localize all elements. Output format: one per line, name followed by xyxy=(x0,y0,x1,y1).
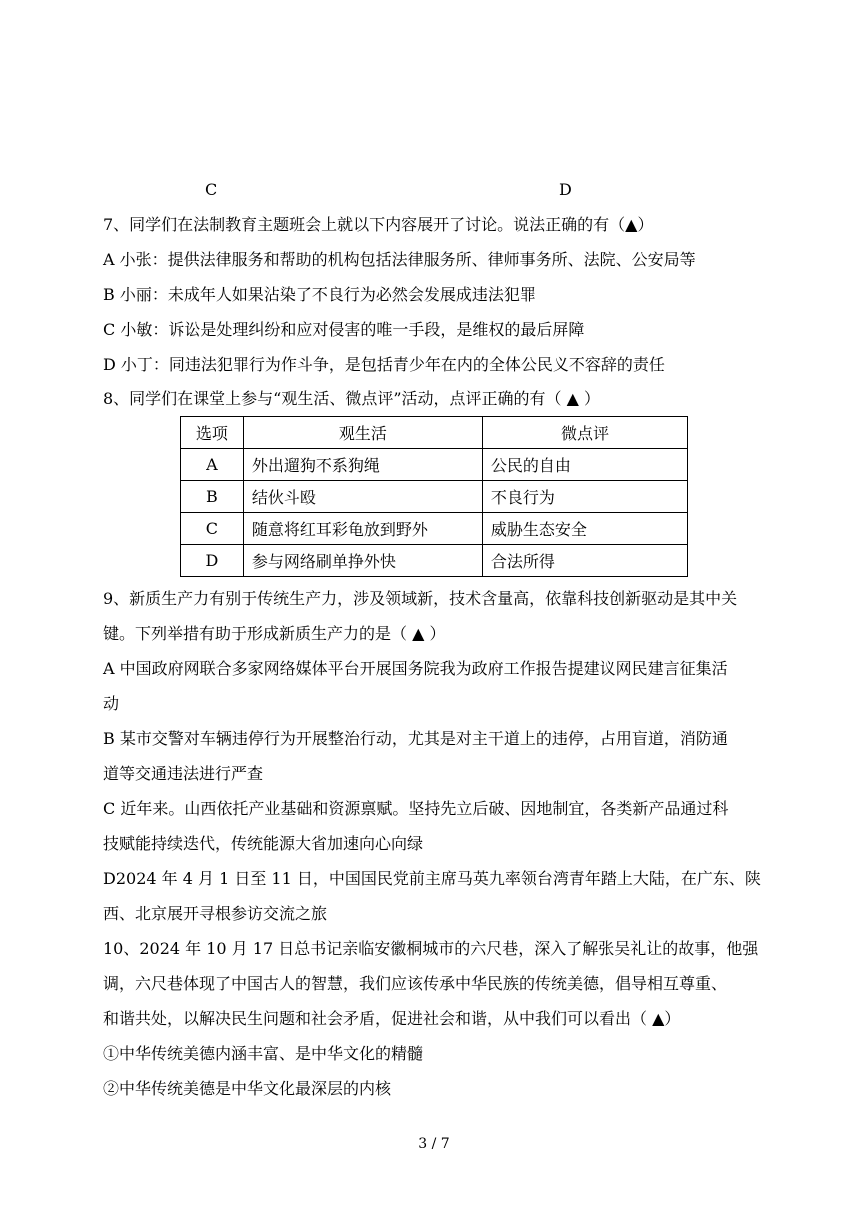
q9-stem-line-2: 键。下列举措有助于形成新质生产力的是（ ▲ ） xyxy=(103,624,446,643)
q9-option-a-line-1: A 中国政府网联合多家网络媒体平台开展国务院我为政府工作报告提建议网民建言征集活 xyxy=(103,659,728,678)
q10-stem-line-2: 调，六尺巷体现了中国古人的智慧，我们应该传承中华民族的传统美德，倡导相互尊重、 xyxy=(103,974,728,993)
row-life: 参与网络刷单挣外快 xyxy=(243,545,482,577)
q10-item-1: ①中华传统美德内涵丰富、是中华文化的精髓 xyxy=(103,1044,424,1063)
q7-stem: 7、同学们在法制教育主题班会上就以下内容展开了讨论。说法正确的有（▲） xyxy=(103,215,654,234)
table-row xyxy=(181,513,688,545)
q9-stem-line-1: 9、新质生产力有别于传统生产力，涉及领域新，技术含量高，依靠科技创新驱动是其中关 xyxy=(103,589,738,608)
option-c-label: C xyxy=(205,180,218,199)
row-life: 随意将红耳彩龟放到野外 xyxy=(243,513,482,545)
table-row xyxy=(181,449,688,481)
q7-option-a: A 小张：提供法律服务和帮助的机构包括法律服务所、律师事务所、法院、公安局等 xyxy=(103,250,696,269)
q7-option-c: C 小敏：诉讼是处理纠纷和应对侵害的唯一手段，是维权的最后屏障 xyxy=(103,320,585,339)
q10-item-2: ②中华传统美德是中华文化最深层的内核 xyxy=(103,1079,392,1098)
q8-table xyxy=(180,416,688,577)
q9-option-a-line-2: 动 xyxy=(103,694,120,713)
q9-option-d-line-1: D2024 年 4 月 1 日至 11 日，中国国民党前主席马英九率领台湾青年踏上大陆，在广东、陕 xyxy=(103,869,761,888)
table-row xyxy=(181,545,688,577)
row-option: B xyxy=(181,481,244,513)
row-option: A xyxy=(181,449,244,481)
row-comment: 合法所得 xyxy=(482,545,687,577)
option-d-label: D xyxy=(559,180,572,199)
q8-stem: 8、同学们在课堂上参与“观生活、微点评”活动，点评正确的有（ ▲ ） xyxy=(103,389,601,408)
row-option: C xyxy=(181,513,244,545)
q9-option-c-line-2: 技赋能持续迭代，传统能源大省加速向心向绿 xyxy=(103,834,424,853)
q9-option-c-line-1: C 近年来。山西依托产业基础和资源禀赋。坚持先立后破、因地制宜，各类新产品通过科 xyxy=(103,799,729,818)
q10-stem-line-1: 10、2024 年 10 月 17 日总书记亲临安徽桐城市的六尺巷，深入了解张吴礼让的故事，他强 xyxy=(103,939,759,958)
table-row xyxy=(181,481,688,513)
row-option: D xyxy=(181,545,244,577)
q9-option-b-line-2: 道等交通违法进行严查 xyxy=(103,764,264,783)
q7-option-b: B 小丽：未成年人如果沾染了不良行为必然会发展成违法犯罪 xyxy=(103,285,536,304)
header-micro-comment: 微点评 xyxy=(482,417,687,449)
page-number: 3 / 7 xyxy=(418,1136,450,1152)
header-observe-life: 观生活 xyxy=(243,417,482,449)
q10-stem-line-3: 和谐共处，以解决民生问题和社会矛盾，促进社会和谐，从中我们可以看出（ ▲） xyxy=(103,1009,681,1028)
table-header-row xyxy=(181,417,688,449)
row-life: 外出遛狗不系狗绳 xyxy=(243,449,482,481)
header-option: 选项 xyxy=(181,417,244,449)
row-comment: 威胁生态安全 xyxy=(482,513,687,545)
row-comment: 公民的自由 xyxy=(482,449,687,481)
row-life: 结伙斗殴 xyxy=(243,481,482,513)
row-comment: 不良行为 xyxy=(482,481,687,513)
q9-option-d-line-2: 西、北京展开寻根参访交流之旅 xyxy=(103,904,328,923)
q7-option-d: D 小丁：同违法犯罪行为作斗争，是包括青少年在内的全体公民义不容辞的责任 xyxy=(103,355,665,374)
q9-option-b-line-1: B 某市交警对车辆违停行为开展整治行动，尤其是对主干道上的违停，占用盲道，消防通 xyxy=(103,729,728,748)
